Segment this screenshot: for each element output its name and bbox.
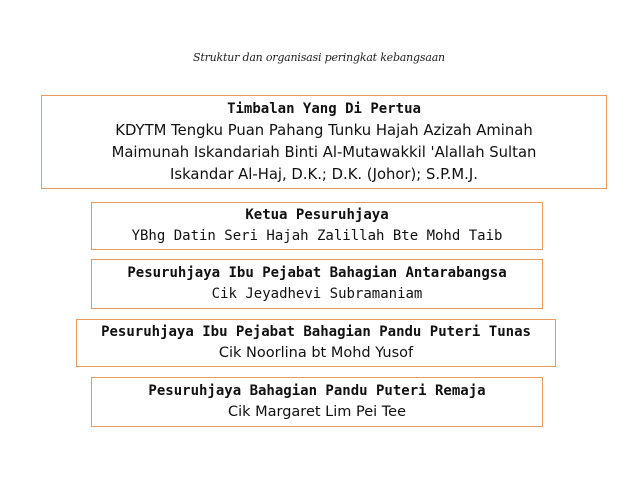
name-line: Maimunah Iskandariah Binti Al-Mutawakkil 'Alallah Sultan — [111, 143, 537, 161]
box-ketua-pesuruhjaya — [91, 202, 543, 250]
role-label: Pesuruhjaya Ibu Pejabat Bahagian Antarabangsa — [127, 265, 507, 281]
box-timbalan-yang-di-pertua — [41, 95, 607, 189]
role-label: Timbalan Yang Di Pertua — [227, 100, 421, 117]
diagram-title: Struktur dan organisasi peringkat kebangsaan — [193, 51, 445, 64]
person-name: Cik Margaret Lim Pei Tee — [227, 404, 407, 420]
box-bahagian-antarabangsa — [91, 259, 543, 309]
name-line: KDYTM Tengku Puan Pahang Tunku Hajah Azizah Aminah — [115, 121, 533, 139]
box-pandu-puteri-tunas — [76, 319, 556, 367]
role-label: Pesuruhjaya Bahagian Pandu Puteri Remaja — [148, 383, 486, 399]
name-line: Iskandar Al-Haj, D.K.; D.K. (Johor); S.P.M.J. — [170, 165, 478, 183]
box-pandu-puteri-remaja — [91, 377, 543, 427]
person-name: YBhg Datin Seri Hajah Zalillah Bte Mohd Taib — [131, 228, 503, 244]
person-name: Cik Noorlina bt Mohd Yusof — [218, 345, 414, 361]
person-name: Cik Jeyadhevi Subramaniam — [211, 286, 423, 302]
role-label: Ketua Pesuruhjaya — [245, 207, 389, 223]
role-label: Pesuruhjaya Ibu Pejabat Bahagian Pandu Puteri Tunas — [101, 324, 531, 340]
